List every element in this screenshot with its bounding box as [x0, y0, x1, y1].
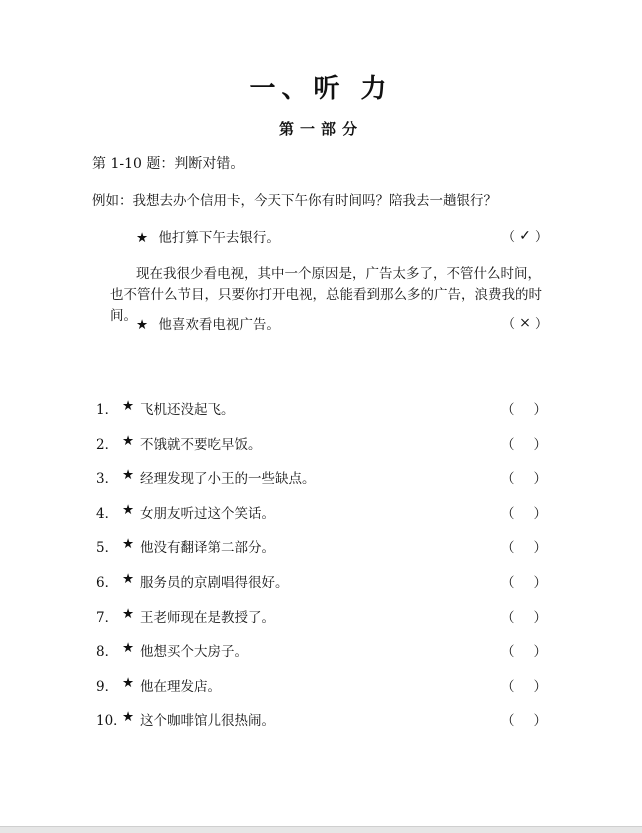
question-statement: 女朋友听过这个笑话。 — [140, 505, 275, 522]
question-statement: 这个咖啡馆儿很热闹。 — [140, 713, 275, 730]
star-icon: ★ — [122, 674, 135, 691]
answer-box[interactable]: （ ） — [501, 609, 547, 626]
star-icon: ★ — [122, 640, 135, 657]
question-number: 9． — [96, 678, 119, 695]
question-number: 6． — [96, 575, 119, 591]
question-row — [96, 640, 556, 660]
star-icon: ★ — [122, 605, 135, 622]
passage-statement: 他喜欢看电视广告。 — [158, 317, 280, 333]
answer-box[interactable]: （ ） — [501, 505, 547, 522]
instruction-text: 第 1-10 题：判断对错。 — [92, 156, 245, 172]
answer-box[interactable]: （ ） — [501, 540, 547, 557]
star-icon: ★ — [122, 398, 135, 414]
passage-answer-box: （ × ） — [502, 314, 548, 332]
question-number: 1． — [96, 402, 119, 418]
question-number: 2． — [96, 436, 119, 453]
example-prompt: 例如：我想去办个信用卡，今天下午你有时间吗？陪我去一趟银行？ — [92, 193, 497, 209]
cross-mark-icon: × — [519, 314, 531, 331]
question-number: 7． — [96, 609, 119, 626]
question-number: 4． — [96, 505, 119, 522]
question-statement: 他在理发店。 — [140, 678, 221, 695]
question-row — [96, 536, 556, 556]
question-statement: 他想买个大房子。 — [140, 644, 248, 661]
question-row — [96, 675, 556, 695]
star-icon: ★ — [122, 709, 135, 726]
example-statement-row — [136, 226, 280, 246]
example-statement: 他打算下午去银行。 — [158, 230, 280, 246]
question-statement: 王老师现在是教授了。 — [140, 609, 275, 626]
star-icon: ★ — [122, 571, 135, 587]
passage-text: 现在我很少看电视，其中一个原因是，广告太多了，不管什么时间，也不管什么节目，只要你打开电视，总能看到那么多的广告，浪费我的时间。 — [110, 266, 542, 324]
question-number: 3． — [96, 471, 119, 488]
question-number: 10． — [96, 713, 127, 730]
question-row — [96, 606, 556, 626]
answer-box[interactable]: （ ） — [501, 678, 547, 695]
star-icon: ★ — [136, 317, 149, 333]
star-icon: ★ — [122, 467, 135, 484]
passage-statement-row — [136, 313, 280, 333]
star-icon: ★ — [136, 230, 149, 246]
question-row — [96, 502, 556, 522]
answer-box[interactable]: （ ） — [501, 402, 547, 418]
question-statement: 飞机还没起飞。 — [140, 402, 235, 418]
answer-box[interactable]: （ ） — [501, 644, 547, 661]
check-mark-icon: ✓ — [519, 227, 531, 244]
question-row — [96, 398, 556, 418]
question-number: 8． — [96, 644, 119, 661]
part-subtitle: 第一部分 — [278, 120, 363, 138]
question-statement: 他没有翻译第二部分。 — [140, 540, 275, 557]
question-row — [96, 433, 556, 453]
answer-box[interactable]: （ ） — [501, 575, 547, 591]
question-statement: 经理发现了小王的一些缺点。 — [140, 471, 316, 488]
star-icon: ★ — [122, 536, 135, 553]
question-statement: 不饿就不要吃早饭。 — [140, 436, 262, 453]
answer-box[interactable]: （ ） — [501, 436, 547, 453]
question-row — [96, 467, 556, 487]
question-statement: 服务员的京剧唱得很好。 — [140, 575, 289, 591]
question-row — [96, 571, 556, 591]
star-icon: ★ — [122, 501, 135, 518]
question-row — [96, 709, 556, 729]
answer-box[interactable]: （ ） — [501, 471, 547, 488]
answer-box[interactable]: （ ） — [501, 713, 547, 730]
example-answer-box: （ ✓ ） — [502, 227, 548, 245]
star-icon: ★ — [122, 432, 135, 449]
question-number: 5． — [96, 540, 119, 557]
section-title: 一、听 力 — [249, 74, 393, 104]
